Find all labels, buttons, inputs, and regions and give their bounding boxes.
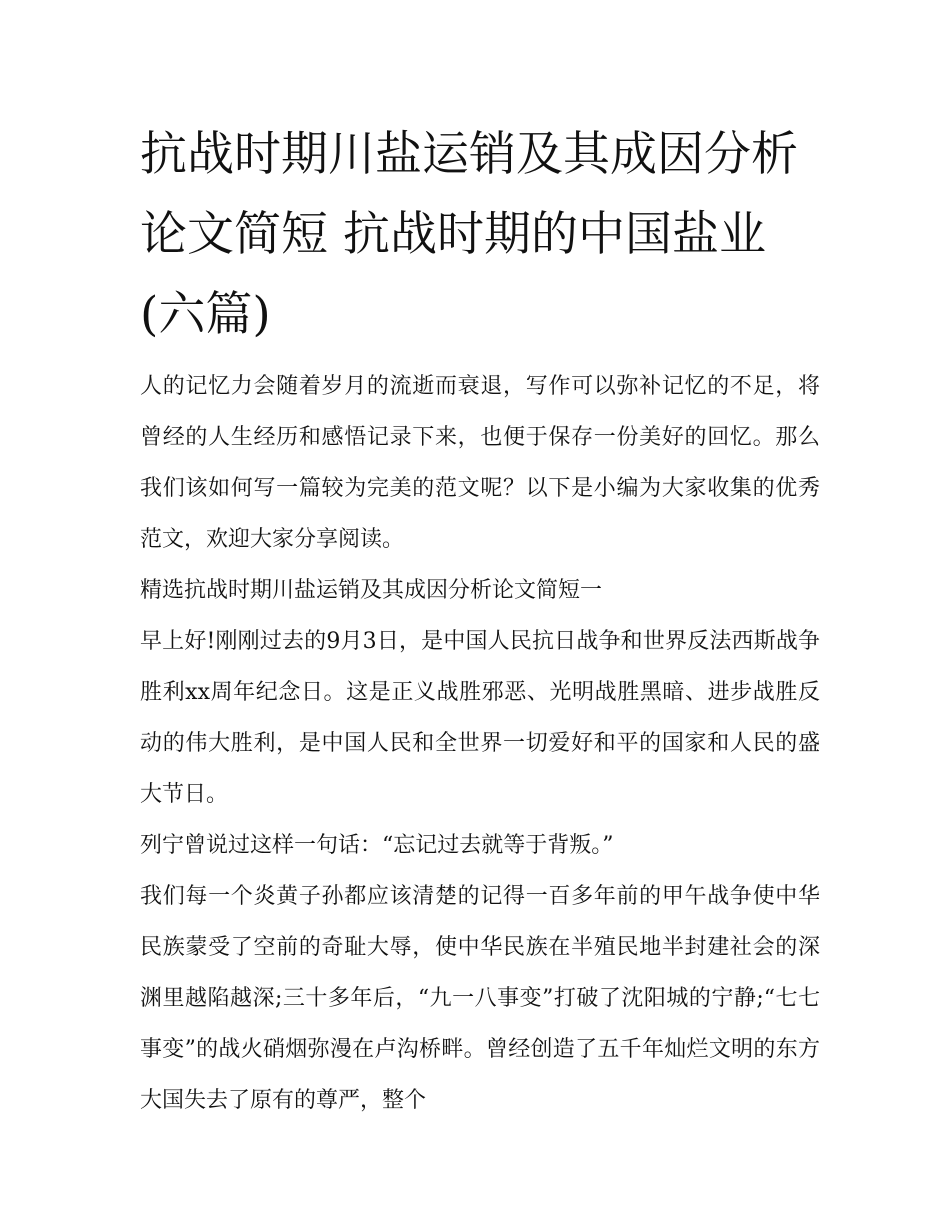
document-title: 抗战时期川盐运销及其成因分析论文简短 抗战时期的中国盐业(六篇) bbox=[140, 127, 798, 342]
body-paragraph: 早上好!刚刚过去的9月3日，是中国人民抗日战争和世界反法西斯战争胜利xx周年纪念日。这是正义战胜邪恶、光明战胜黑暗、进步战胜反动的伟大胜利，是中国人民和全世界一切爱好和平的国家和人民的盛大节日。 bbox=[140, 629, 820, 807]
quote-paragraph: 列宁曾说过这样一句话：“忘记过去就等于背叛。” bbox=[140, 833, 614, 858]
intro-paragraph: 人的记忆力会随着岁月的流逝而衰退，写作可以弥补记忆的不足，将曾经的人生经历和感悟记录下来，也便于保存一份美好的回忆。那么我们该如何写一篇较为完美的范文呢？以下是小编为大家收集的优秀范文，欢迎大家分享阅读。 bbox=[140, 374, 820, 552]
body-paragraph: 我们每一个炎黄子孙都应该清楚的记得一百多年前的甲午战争使中华民族蒙受了空前的奇耻大辱，使中华民族在半殖民地半封建社会的深渊里越陷越深;三十多年后，“九一八事变”打破了沈阳城的宁静;“七七事变”的战火硝烟弥漫在卢沟桥畔。曾经创造了五千年灿烂文明的东方大国失去了原有的尊严，整个 bbox=[140, 884, 820, 1113]
section-heading: 精选抗战时期川盐运销及其成因分析论文简短一 bbox=[140, 578, 603, 603]
document-page bbox=[140, 115, 820, 1126]
